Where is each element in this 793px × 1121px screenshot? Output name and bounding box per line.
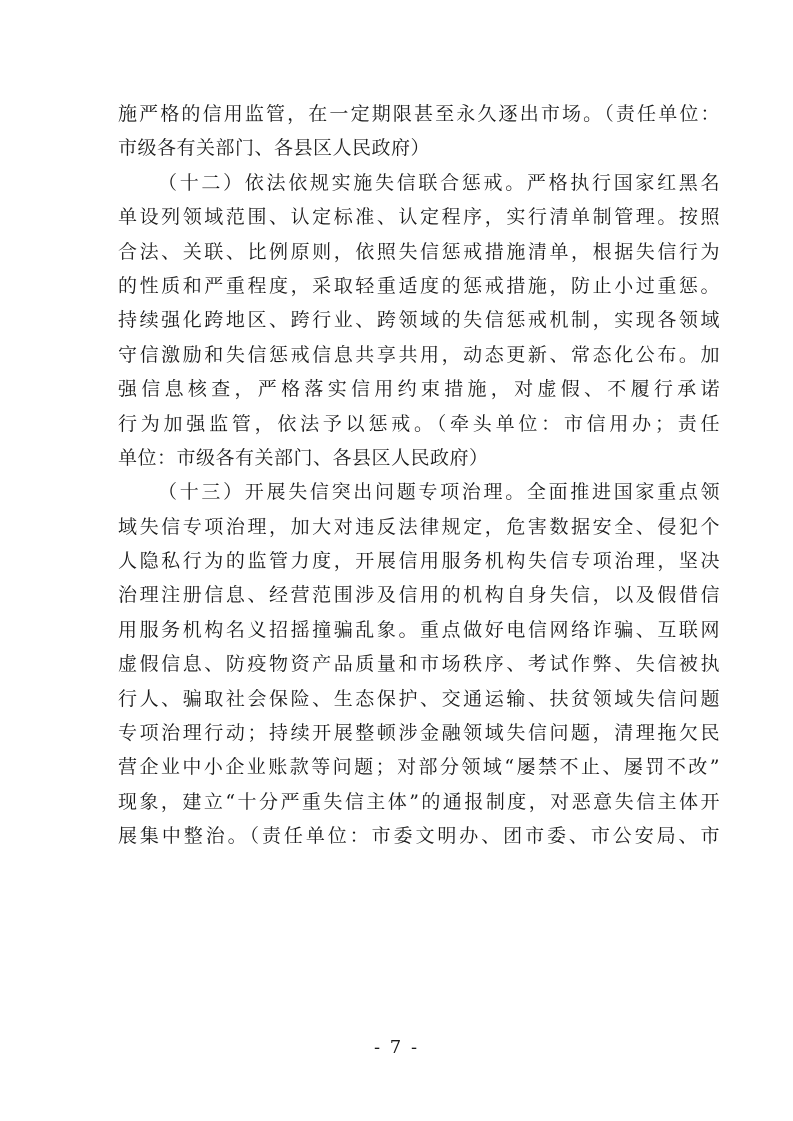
text-line: 合法、关联、比例原则，依照失信惩戒措施清单，根据失信行为 xyxy=(118,240,720,263)
text-line: 市级各有关部门、各县区人民政府） xyxy=(118,137,431,160)
text-line: 现象，建立“十分严重失信主体”的通报制度，对恶意失信主体开 xyxy=(118,790,720,813)
text-line: 强信息核查，严格落实信用约束措施，对虚假、不履行承诺 xyxy=(118,378,720,401)
text-line: 单设列领域范围、认定标准、认定程序，实行清单制管理。按照 xyxy=(118,206,720,229)
text-line: 守信激励和失信惩戒信息共享共用，动态更新、常态化公布。加 xyxy=(118,343,720,366)
text-line: 行为加强监管，依法予以惩戒。（牵头单位：市信用办；责任 xyxy=(118,412,720,435)
body-text xyxy=(118,97,720,854)
text-line: 治理注册信息、经营范围涉及信用的机构自身失信，以及假借信 xyxy=(118,584,720,607)
text-line: 营企业中小企业账款等问题；对部分领域“屡禁不止、屡罚不改” xyxy=(118,756,720,779)
page-number: - 7 - xyxy=(373,1037,420,1058)
paragraph-heading-13: （十三）开展失信突出问题专项治理。全面推进国家重点领 xyxy=(158,481,720,504)
text-line: 单位：市级各有关部门、各县区人民政府） xyxy=(118,446,489,469)
paragraph-heading-12: （十二）依法依规实施失信联合惩戒。严格执行国家红黑名 xyxy=(158,171,720,194)
text-line: 的性质和严重程度，采取轻重适度的惩戒措施，防止小过重惩。 xyxy=(118,274,720,297)
text-line: 专项治理行动；持续开展整顿涉金融领域失信问题，清理拖欠民 xyxy=(118,722,720,745)
text-line: 持续强化跨地区、跨行业、跨领域的失信惩戒机制，实现各领域 xyxy=(118,309,720,332)
text-line: 域失信专项治理，加大对违反法律规定，危害数据安全、侵犯个 xyxy=(118,515,720,538)
text-line: 行人、骗取社会保险、生态保护、交通运输、扶贫领域失信问题 xyxy=(118,687,720,710)
text-line: 施严格的信用监管，在一定期限甚至永久逐出市场。（责任单位： xyxy=(118,103,720,125)
text-line: 用服务机构名义招摇撞骗乱象。重点做好电信网络诈骗、互联网 xyxy=(118,618,720,641)
text-line: 人隐私行为的监管力度，开展信用服务机构失信专项治理，坚决 xyxy=(118,550,720,573)
text-line: 虚假信息、防疫物资产品质量和市场秩序、考试作弊、失信被执 xyxy=(118,653,720,676)
text-line: 展集中整治。（责任单位：市委文明办、团市委、市公安局、市 xyxy=(118,825,720,848)
